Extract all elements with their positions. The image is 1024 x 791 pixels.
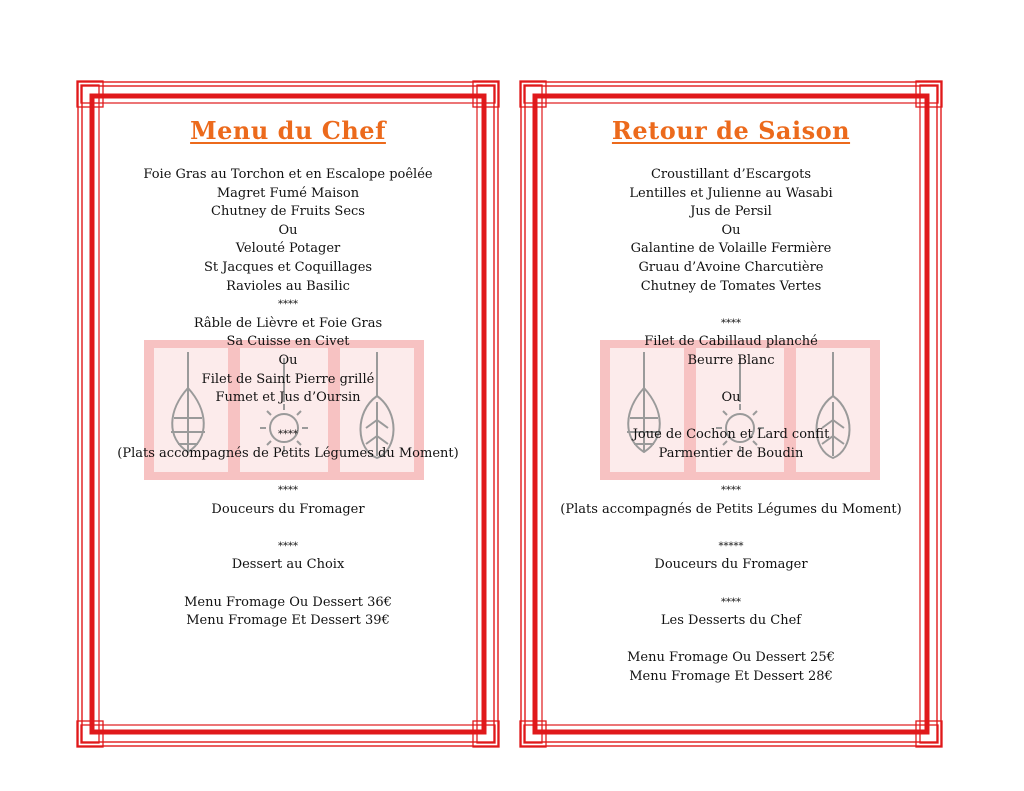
- menu-line: Ou: [278, 222, 298, 238]
- menu-line: Menu Fromage Et Dessert 39€: [186, 613, 390, 629]
- menu-line: ****: [721, 485, 741, 497]
- menu-line: [96, 519, 480, 538]
- menu-line: *****: [718, 540, 744, 552]
- menu-line: (Plats accompagnés de Petits Légumes du Moment): [560, 501, 902, 517]
- menu-line: Gruau d’Avoine Charcutière: [638, 259, 824, 275]
- menu-line: ****: [721, 596, 741, 608]
- menu-title: Retour de Saison: [611, 116, 851, 145]
- menu-line: Les Desserts du Chef: [660, 613, 802, 629]
- menu-line: Magret Fumé Maison: [216, 185, 360, 201]
- menu-line: Velouté Potager: [235, 241, 341, 257]
- menu-line: Lentilles et Julienne au Wasabi: [629, 185, 833, 201]
- menu-line: Foie Gras au Torchon et en Escalope poêlée: [143, 167, 433, 182]
- menu-line: ****: [721, 317, 741, 329]
- menu-line: [539, 575, 923, 594]
- menu-line: [539, 371, 923, 390]
- menu-content: [539, 80, 923, 748]
- menu-line: Ou: [278, 352, 298, 368]
- menu-content: [96, 80, 480, 748]
- menu-line: Ou: [721, 390, 741, 406]
- menu-line: Chutney de Fruits Secs: [211, 204, 365, 220]
- menu-line: Joue de Cochon et Lard confit: [632, 427, 830, 443]
- menu-line: Ravioles au Basilic: [226, 278, 350, 294]
- menu-line: Menu Fromage Ou Dessert 25€: [627, 650, 835, 666]
- menu-line: ****: [278, 429, 298, 441]
- menu-line: Galantine de Volaille Fermière: [630, 241, 832, 257]
- menu-line: Filet de Cabillaud planché: [644, 334, 818, 350]
- menu-line: [539, 464, 923, 483]
- menu-title: Menu du Chef: [190, 116, 386, 145]
- menu-card-chef: [76, 80, 500, 748]
- menu-line: Beurre Blanc: [687, 352, 775, 368]
- menu-items: [96, 166, 480, 631]
- menu-line: Douceurs du Fromager: [211, 501, 365, 517]
- menu-line: ****: [278, 540, 298, 552]
- menu-line: [96, 575, 480, 594]
- menu-items: [539, 166, 923, 687]
- menu-line: ****: [278, 299, 298, 311]
- menu-card-saison: [519, 80, 943, 748]
- menu-line: Jus de Persil: [690, 204, 772, 220]
- menu-line: [539, 296, 923, 315]
- menu-line: Menu Fromage Et Dessert 28€: [629, 669, 833, 685]
- menu-line: [96, 464, 480, 483]
- menu-line: (Plats accompagnés de Petits Légumes du Moment): [117, 445, 459, 461]
- menu-line: Ou: [721, 222, 741, 238]
- menu-line: Croustillant d’Escargots: [650, 167, 812, 182]
- menu-line: [539, 631, 923, 650]
- menu-line: Râble de Lièvre et Foie Gras: [193, 315, 383, 331]
- menu-line: St Jacques et Coquillages: [203, 259, 373, 275]
- menu-line: Menu Fromage Ou Dessert 36€: [184, 594, 392, 610]
- menu-line: Chutney de Tomates Vertes: [640, 278, 822, 294]
- menu-line: Filet de Saint Pierre grillé: [201, 371, 375, 387]
- menu-line: Dessert au Choix: [231, 557, 345, 573]
- menu-line: [539, 519, 923, 538]
- menu-line: [539, 408, 923, 427]
- menu-line: Fumet et Jus d’Oursin: [215, 390, 361, 406]
- menu-line: Sa Cuisse en Civet: [226, 334, 350, 350]
- menu-line: ****: [278, 485, 298, 497]
- menu-line: [96, 408, 480, 427]
- menu-line: Douceurs du Fromager: [654, 557, 808, 573]
- menu-line: Parmentier de Boudin: [658, 445, 804, 461]
